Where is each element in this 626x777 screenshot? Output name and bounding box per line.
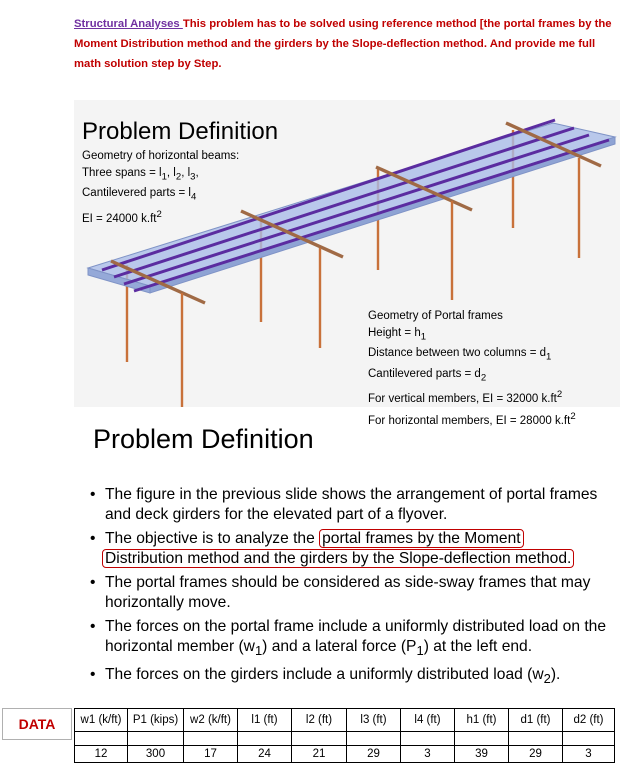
highlight-girder-method: Distribution method and the girders by the Slope-deflection method. bbox=[102, 549, 574, 568]
value-d1: 29 bbox=[509, 746, 563, 763]
height-line: Height = $h_1$ bbox=[368, 327, 427, 343]
vertical-ei-line: For vertical members, EI = 32000 $k.ft^2$ bbox=[368, 388, 563, 405]
portal-heading: Geometry of Portal frames bbox=[368, 310, 503, 322]
slide-figure bbox=[74, 100, 620, 427]
slide1-title: Problem Definition bbox=[82, 118, 279, 145]
slide2-title: Problem Definition bbox=[93, 424, 314, 454]
horizontal-ei-line: For horizontal members, EI = 28000 $k.ft^2$ bbox=[368, 410, 576, 427]
beam-geometry-text bbox=[82, 148, 239, 227]
data-label: DATA bbox=[2, 708, 72, 740]
value-l1: 24 bbox=[238, 746, 292, 763]
value-w1: 12 bbox=[75, 746, 128, 763]
header-w1: w1 (k/ft) bbox=[75, 709, 128, 732]
bullet-figure: • The figure in the previous slide shows the arrangement of portal frames and deck girders for the elevated part of a flyover. bbox=[90, 485, 622, 524]
cantilever-line: Cantilevered parts = $l_4$ bbox=[82, 187, 197, 203]
table-spacer-row bbox=[75, 732, 615, 746]
portal-cantilever-line: Cantilevered parts = $d_2$ bbox=[368, 367, 487, 383]
header-d1: d1 (ft) bbox=[509, 709, 563, 732]
header-p1: P1 (kips) bbox=[128, 709, 184, 732]
bullet-sidesway: • The portal frames should be considered as side-sway frames that may horizontally move. bbox=[90, 573, 622, 612]
spans-line: Three spans = $l_1$, $l_2$, $l_3$, bbox=[82, 167, 199, 183]
header-l2: l2 (ft) bbox=[292, 709, 347, 732]
highlight-portal-method: portal frames by the Moment bbox=[319, 529, 523, 548]
value-d2: 3 bbox=[563, 746, 615, 763]
header-l1: l1 (ft) bbox=[238, 709, 292, 732]
value-l3: 29 bbox=[347, 746, 401, 763]
portal-geometry-text bbox=[368, 308, 576, 430]
value-w2: 17 bbox=[184, 746, 238, 763]
bullet-portal-forces: • The forces on the portal frame include a uniformly distributed load on the horizontal member $(w_1)$ and a lateral force $(P_1)$ at the left end. bbox=[90, 617, 622, 660]
beam-heading: Geometry of horizontal beams: bbox=[82, 150, 240, 162]
ei-beams-line: EI = 24000 $k.ft^2$ bbox=[82, 208, 162, 225]
data-table bbox=[74, 708, 615, 763]
task-instruction bbox=[74, 14, 614, 74]
table-header-row bbox=[75, 709, 615, 732]
header-l4: l4 (ft) bbox=[401, 709, 455, 732]
bullet-objective: • The objective is to analyze the portal frames by the Moment Distribution method and the girders by the Slope-deflection method. bbox=[90, 529, 622, 568]
header-w2: w2 (k/ft) bbox=[184, 709, 238, 732]
table-value-row bbox=[75, 746, 615, 763]
task-subject: Structural Analyses bbox=[74, 18, 183, 30]
task-text: This problem has to be solved using reference method [the portal frames by the Moment Distribution method and the girders by the Slope-deflection method. And provide me full math solution step by Step. bbox=[74, 18, 612, 70]
bullet-girder-forces: • The forces on the girders include a uniformly distributed load $(w_2)$. bbox=[90, 665, 622, 689]
distance-line: Distance between two columns = $d_1$ bbox=[368, 347, 552, 363]
bullet-list bbox=[90, 485, 622, 694]
header-l3: l3 (ft) bbox=[347, 709, 401, 732]
value-h1: 39 bbox=[455, 746, 509, 763]
header-h1: h1 (ft) bbox=[455, 709, 509, 732]
header-d2: d2 (ft) bbox=[563, 709, 615, 732]
value-l2: 21 bbox=[292, 746, 347, 763]
value-p1: 300 bbox=[128, 746, 184, 763]
value-l4: 3 bbox=[401, 746, 455, 763]
